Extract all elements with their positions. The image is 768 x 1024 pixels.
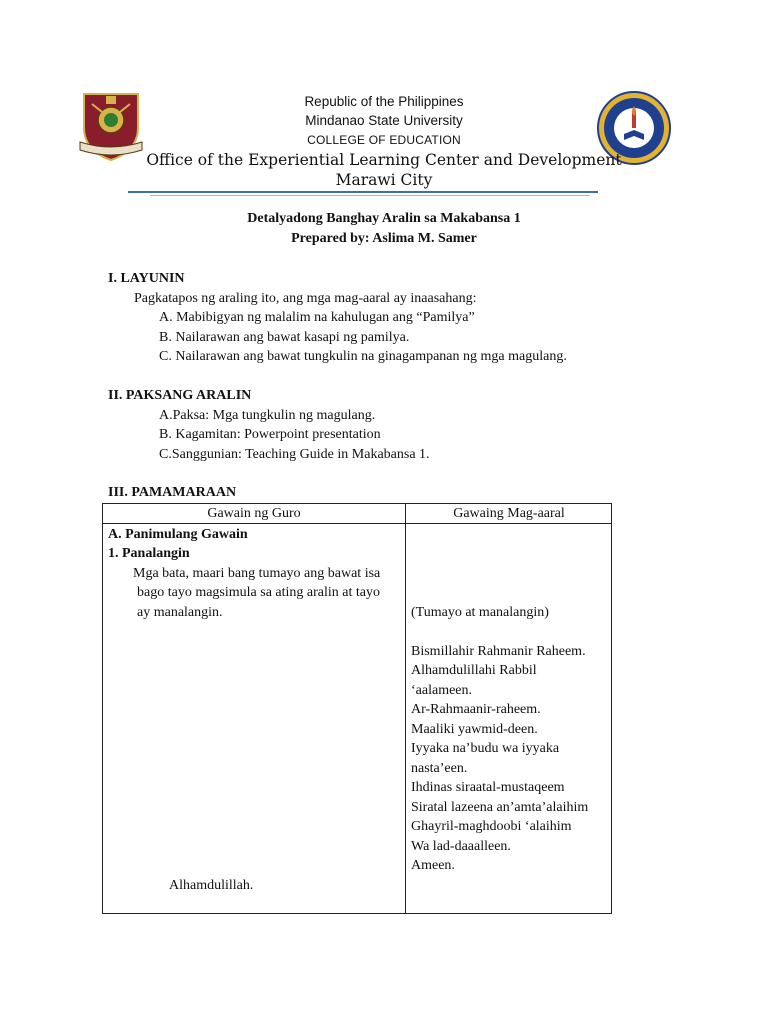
header-university: Mindanao State University — [305, 113, 463, 128]
prayer-line: Wa lad-daaalleen. — [411, 839, 511, 854]
prayer-line: ‘aalameen. — [411, 683, 473, 698]
prayer-line: nasta’een. — [411, 761, 468, 776]
prepared-by: Prepared by: Aslima M. Samer — [291, 231, 477, 246]
table-column-divider — [405, 504, 406, 913]
section-3-heading: III. PAMAMARAAN — [108, 485, 237, 500]
table-header-teacher: Gawain ng Guro — [207, 506, 301, 521]
section-1-intro: Pagkatapos ng araling ito, ang mga mag-aaral ay inaasahang: — [134, 291, 477, 306]
section-2-item: A.Paksa: Mga tungkulin ng magulang. — [159, 408, 376, 423]
prayer-line: Ameen. — [411, 858, 455, 873]
prayer-line: Siratal lazeena an’amta’alaihim — [411, 800, 589, 815]
prayer-line: Ar-Rahmaanir-raheem. — [411, 702, 541, 717]
prayer-line: Alhamdulillahi Rabbil — [411, 663, 537, 678]
header-divider — [128, 191, 598, 193]
header-office: Office of the Experiential Learning Center and Development — [146, 151, 622, 169]
prayer-line: Bismillahir Rahmanir Raheem. — [411, 644, 586, 659]
prayer-line: Maaliki yawmid-deen. — [411, 722, 538, 737]
section-2-heading: II. PAKSANG ARALIN — [108, 388, 252, 403]
teacher-line: Mga bata, maari bang tumayo ang bawat isa — [133, 566, 381, 581]
header-republic: Republic of the Philippines — [304, 94, 464, 109]
section-2-item: C.Sanggunian: Teaching Guide in Makabansa 1. — [159, 447, 430, 462]
procedure-table — [102, 503, 612, 914]
teacher-line: bago tayo magsimula sa ating aralin at tayo — [137, 585, 380, 600]
section-2-item: B. Kagamitan: Powerpoint presentation — [159, 427, 381, 442]
student-response: (Tumayo at manalangin) — [411, 605, 549, 620]
prayer-line: Ghayril-maghdoobi ‘alaihim — [411, 819, 572, 834]
prayer-line: Ihdinas siraatal-mustaqeem — [411, 780, 565, 795]
section-1-item: A. Mabibigyan ng malalim na kahulugan ang “Pamilya” — [159, 310, 475, 325]
table-header-student: Gawaing Mag-aaral — [453, 506, 565, 521]
header-city: Marawi City — [335, 171, 433, 189]
teacher-line: ay manalangin. — [137, 605, 223, 620]
teacher-closing: Alhamdulillah. — [169, 878, 254, 893]
header-divider-secondary — [150, 195, 590, 196]
table-header-divider — [103, 523, 611, 524]
header-college: COLLEGE OF EDUCATION — [307, 133, 461, 147]
section-1-item: C. Nailarawan ang bawat tungkulin na ginagampanan ng mga magulang. — [159, 349, 567, 364]
subheading-panimulang-gawain: A. Panimulang Gawain — [108, 527, 248, 542]
section-1-item: B. Nailarawan ang bawat kasapi ng pamilya. — [159, 330, 410, 345]
subheading-panalangin: 1. Panalangin — [108, 546, 190, 561]
section-1-heading: I. LAYUNIN — [108, 271, 185, 286]
prayer-line: Iyyaka na’budu wa iyyaka — [411, 741, 560, 756]
lesson-title: Detalyadong Banghay Aralin sa Makabansa 1 — [247, 211, 521, 226]
